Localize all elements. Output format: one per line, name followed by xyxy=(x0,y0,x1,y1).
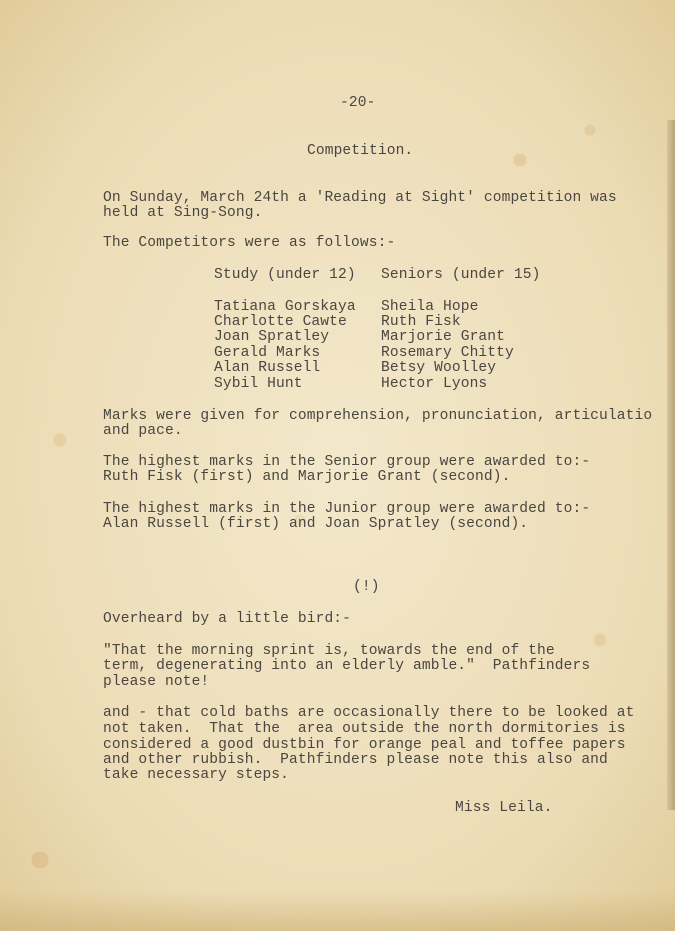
senior-name: Marjorie Grant xyxy=(381,329,506,345)
page-title: Competition. xyxy=(307,143,414,159)
note-line-1: and - that cold baths are occasionally there to be looked at xyxy=(103,705,635,721)
signature: Miss Leila. xyxy=(455,800,553,816)
senior-result-line-1: The highest marks in the Senior group were awarded to:- xyxy=(103,454,591,470)
junior-result-line-2: Alan Russell (first) and Joan Spratley (second). xyxy=(103,516,529,532)
note-line-3: considered a good dustbin for orange peal and toffee papers xyxy=(103,737,626,753)
page-number: -20- xyxy=(340,95,376,111)
quote-line-1: "That the morning sprint is, towards the end of the xyxy=(103,643,555,659)
note-line-4: and other rubbish. Pathfinders please note this also and xyxy=(103,752,608,768)
marks-line-1: Marks were given for comprehension, pronunciation, articulatio xyxy=(103,408,653,424)
study-name: Alan Russell xyxy=(214,360,321,376)
note-line-5: take necessary steps. xyxy=(103,767,290,783)
senior-name: Hector Lyons xyxy=(381,376,488,392)
overheard-heading: Overheard by a little bird:- xyxy=(103,611,352,627)
senior-name: Sheila Hope xyxy=(381,299,479,315)
quote-line-3: please note! xyxy=(103,674,210,690)
marks-line-2: and pace. xyxy=(103,423,183,439)
study-name: Joan Spratley xyxy=(214,329,330,345)
study-column-header: Study (under 12) xyxy=(214,267,356,283)
study-name: Tatiana Gorskaya xyxy=(214,299,356,315)
competitors-heading: The Competitors were as follows:- xyxy=(103,235,396,251)
intro-line-2: held at Sing-Song. xyxy=(103,205,263,221)
senior-name: Rosemary Chitty xyxy=(381,345,514,361)
study-name: Gerald Marks xyxy=(214,345,321,361)
study-name: Charlotte Cawte xyxy=(214,314,347,330)
study-name: Sybil Hunt xyxy=(214,376,303,392)
quote-line-2: term, degenerating into an elderly amble." Pathfinders xyxy=(103,658,591,674)
junior-result-line-1: The highest marks in the Junior group were awarded to:- xyxy=(103,501,591,517)
intro-line-1: On Sunday, March 24th a 'Reading at Sight' competition was xyxy=(103,190,617,206)
section-separator: (!) xyxy=(353,579,380,595)
senior-name: Betsy Woolley xyxy=(381,360,497,376)
senior-result-line-2: Ruth Fisk (first) and Marjorie Grant (second). xyxy=(103,469,511,485)
page-fold xyxy=(0,891,675,931)
senior-name: Ruth Fisk xyxy=(381,314,461,330)
note-line-2: not taken. That the area outside the north dormitories is xyxy=(103,721,626,737)
seniors-column-header: Seniors (under 15) xyxy=(381,267,541,283)
page-edge xyxy=(667,120,675,810)
